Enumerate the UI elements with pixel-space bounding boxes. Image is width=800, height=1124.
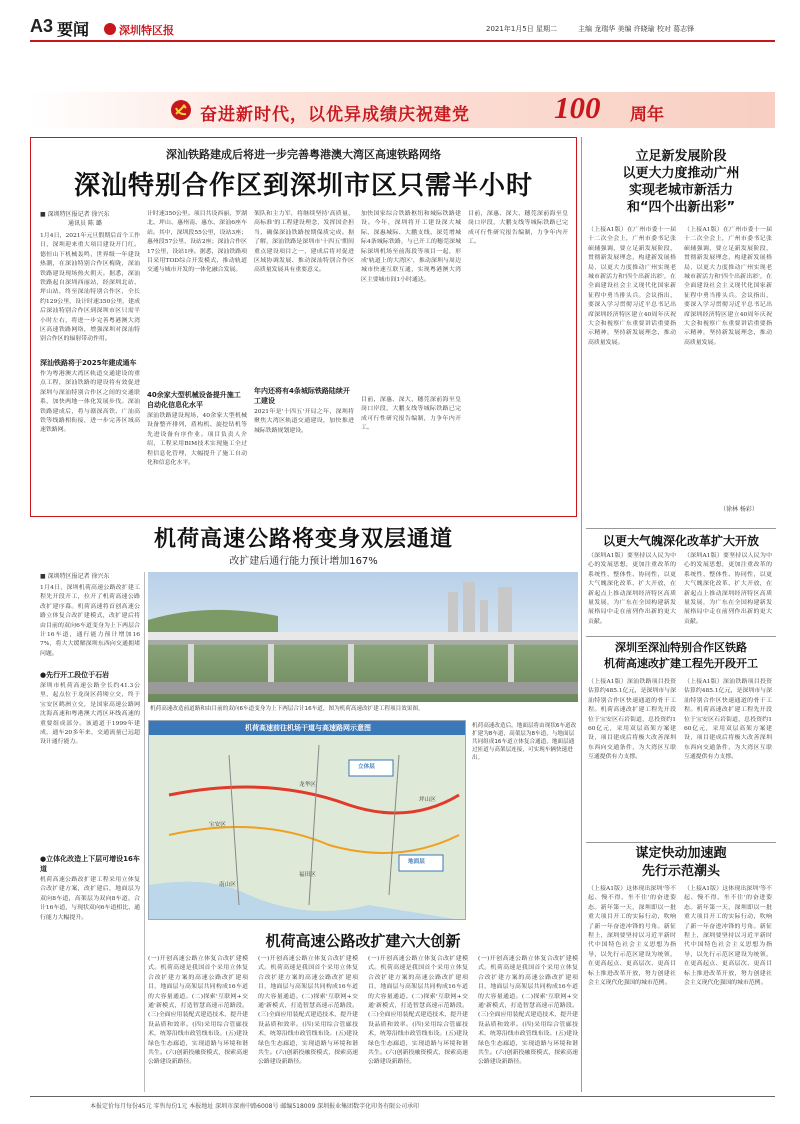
celebration-banner: [30, 92, 775, 128]
lead-col-1: [40, 210, 140, 510]
bottom-headline: 机荷高速公路改扩建六大创新: [265, 932, 461, 950]
map-label-pingshan: 坪山区: [419, 797, 436, 803]
lead-text-4: 加快国家综合铁路枢纽和城际铁路建设。今年，深圳将开工建设深大城际、深惠城际、大鹏支线、深莞增城际4条城际铁路，与已开工的穗莞深城际深圳机场至前海段等项目一起，形成'轨道上的大湾区'，推动深圳与周边城市快速互联互通，实现粤港澳大湾区主要城市间1小时通达。: [361, 211, 461, 283]
lead-byline-1: ■ 深圳特区报记者 徐兴东: [40, 211, 110, 218]
map-title: 机荷高速前往机场干道与高速路网示意图: [149, 721, 466, 735]
side3-col-a: （上接A1版）深汕铁路项目投资估算约485.1亿元，是深圳市与深汕特别合作区快速通道的骨干工程。机荷高速改扩建工程先开段位于宝安区石岩街道，总投资约160亿元，采用双层高架方案建设，项目建成后将极大改善深圳东西向交通条件，为大湾区互联互通提供有力支撑。: [588, 679, 676, 761]
lead-col-4: [361, 210, 461, 510]
lead-text-2b: 深汕铁路建设现场，40余家大型机械设备整齐排列，盾构机、旋挖钻机等先进设备有序作业。项目负责人介绍，工程采用BIM技术实现施工全过程信息化管理，大幅提升了施工自动化和信息化水平。: [147, 413, 247, 467]
paper-name: 深圳特区报: [119, 24, 174, 37]
route-map: [148, 720, 466, 920]
second-col-1: [40, 572, 140, 1092]
lead-subhead-3: 年内还将有4条城际铁路陆续开工建设: [254, 387, 350, 405]
divider-side3: [586, 636, 776, 637]
side2-headline: 以更大气魄深化改革扩大开放: [602, 534, 759, 548]
side3-headline-1: 深圳至深汕特别合作区铁路: [615, 641, 747, 654]
side4-col-a: （上接A1版）这体现出深圳'等不起、慢不得、坐不住'的奋进姿态。新年第一天，深圳即以一批重大项目开工的实际行动，吹响了新一年奋进冲锋的号角。新征程上，深圳要坚持以习近平新时代中国特色社会主义思想为指导，以先行示范区建设为统领，在更高起点、更高层次、更高目标上推进改革开放，努力创建社会主义现代化强国的城市范例。: [588, 886, 676, 987]
editors-line: 主编 龙瑞华 美编 许晓瑜 校对 葛志锋: [578, 25, 695, 33]
bottom-col-3: (一)开创高速公路立体复合改扩建模式。机荷高速是我国首个采用立体复合改扩建方案的高速公路改扩建项目，地面层与高架层共同构成16车道的大容量通道。(二)探索'互联网+交通'新模式，打造智慧高速示范路段。(三)全面应用装配式建造技术，提升建设品质和效率。(四)采用综合管廊技术，统筹沿线市政管线布设。(五)建设绿色生态廊道，实现道路与环境和谐共生。(六)创新投融资模式，探索高速公路建设新路径。: [368, 956, 468, 1066]
side3-headline-2: 机荷高速改扩建工程先开段开工: [604, 657, 758, 670]
lead-text-3: 架队和主力军，将继续坚持'高质量、高标准'的工程建设理念，发挥国企担当，确保深汕铁路按期保质完成。据了解，深汕铁路是深圳市'十四五'期间重点建设项目之一，建成后将对促进区域协调发展、推动深汕特别合作区高质量发展具有重要意义。: [254, 211, 354, 274]
footer-rule: [30, 1096, 775, 1097]
side2-col-b: （深圳A1版）要坚持以人民为中心的发展思想，更加注重改革的系统性、整体性、协同性，以更大气魄深化改革、扩大开放，在新起点上推动深圳经济特区高质量发展，为广东在全国构建新发展格局中走在前列作出新的更大贡献。: [684, 553, 772, 625]
lead-text-1b: 作为粤港澳大湾区轨道交通建设的重点工程，深汕铁路的建设将有效促进深圳与深汕特别合作区之间的交通联系，加快两地一体化发展步伐。深汕铁路建成后，将与赣深高铁、广汕高铁等线路相衔接，进一步完善区域高速铁路网。: [40, 371, 140, 434]
lead-text-3b: 2021年是'十四五'开局之年，深圳将聚焦大湾区轨道交通建设，加快推进城际铁路规划建设。: [254, 409, 354, 434]
side4-headline-1: 谋定快动加速跑: [635, 846, 727, 861]
banner-slogan: 奋进新时代，以优异成绩庆祝建党: [200, 105, 470, 125]
second-text-3: 机荷高速公路改扩建工程采用立体复合改扩建方案，改扩建后，地面层为双向8车道，高架层为双向8车道，合计16车道，与现状双向6车道相比，通行能力大幅提升。: [40, 877, 140, 921]
side1-col-b: （上接A1版）在广州市委十一届十二次全会上，广州市委书记张硕辅强调，要立足新发展阶段，贯彻新发展理念，构建新发展格局，以更大力度推动广州实现老城市新活力和'四个出新出彩'，在全面建设社会主义现代化国家新征程中勇当排头兵。会议指出，要深入学习贯彻习近平总书记出席深圳经济特区建立40周年庆祝大会和视察广东重要讲话重要指示精神，坚持新发展理念，推动高质量发展。: [684, 227, 772, 346]
lead-byline-2: 通讯员 陈 璐: [68, 220, 102, 227]
lead-kicker: 深汕铁路建成后将进一步完善粤港澳大湾区高速铁路网络: [166, 148, 441, 161]
map-label-upper: 立体层: [358, 764, 375, 770]
side4-headline: [586, 845, 776, 881]
banner-number: 100: [554, 90, 601, 125]
second-headline: 机荷高速公路将变身双层通道: [153, 527, 453, 552]
second-text-2: 深圳市机荷高速公路全长约41.3公里，起点位于龙岗区荷坳立交，终于宝安区鹤洲立交，是国家高速公路网沈海高速和粤港澳大湾区环线高速的重要组成部分。该通道于1999年建成，通车20多年来，交通流量已远超设计通行能力。: [40, 683, 140, 746]
side1-end: （徐林 杨彩）: [720, 506, 758, 513]
map-label-nanshan: 南山区: [219, 882, 236, 888]
map-caption: 机荷高速改造后，地面层将由现状6车道改扩建为8车道，高架层为8车道，与地面层共同组成16车道立体复合通道，地面层通过匝道与高架层连接，可实现车辆快速进出。: [472, 723, 577, 761]
map-label-baoan: 宝安区: [209, 822, 226, 828]
highway-illustration: [148, 572, 578, 702]
map-drawing: [149, 735, 466, 920]
side1-headline-3: 实现老城市新活力: [628, 183, 733, 198]
divider-mid-left: [144, 572, 145, 1092]
side3-headline: [586, 640, 776, 672]
second-subhead-1: ●先行开工段位于石岩: [40, 671, 110, 679]
bottom-col-4: (一)开创高速公路立体复合改扩建模式。机荷高速是我国首个采用立体复合改扩建方案的高速公路改扩建项目，地面层与高架层共同构成16车道的大容量通道。(二)探索'互联网+交通'新模式，打造智慧高速示范路段。(三)全面应用装配式建造技术，提升建设品质和效率。(四)采用综合管廊技术，统筹沿线市政管线布设。(五)建设绿色生态廊道，实现道路与环境和谐共生。(六)创新投融资模式，探索高速公路建设新路径。: [478, 956, 578, 1066]
lead-text-1: 1月4日，2021年元旦假期后首个工作日，深圳迎来重大项目建设开门红。德恒山下机械轰鸣，世界级一年建设热潮，在深汕特别合作区梅陇，深汕铁路建设现场热火朝天。据悉，深汕铁路起自深圳西丽站，经深圳北站、坪山站，终至深汕特别合作区，全长约129公里，设计时速350公里，建成后深汕特别合作区到深圳市区只需半小时左右，将进一步完善粤港澳大湾区高速铁路网络，增强深圳对深汕特别合作区的辐射带动作用。: [40, 233, 140, 343]
second-subhead-2: ●立体化改造上下层可增设16车道: [40, 855, 140, 873]
section-title: 要闻: [57, 20, 90, 39]
divider-side4: [586, 842, 776, 843]
paper-logo: [104, 23, 116, 35]
bottom-col-1: (一)开创高速公路立体复合改扩建模式。机荷高速是我国首个采用立体复合改扩建方案的高速公路改扩建项目，地面层与高架层共同构成16车道的大容量通道。(二)探索'互联网+交通'新模式，打造智慧高速示范路段。(三)全面应用装配式建造技术，提升建设品质和效率。(四)采用综合管廊技术，统筹沿线市政管线布设。(五)建设绿色生态廊道，实现道路与环境和谐共生。(六)创新投融资模式，探索高速公路建设新路径。: [148, 956, 248, 1066]
side1-headline-2: 以更大力度推动广州: [622, 166, 740, 181]
side1-headline-4: 和“四个出新出彩”: [626, 200, 736, 215]
footer-text: 本报定价每月每份45元 零售每份1元 本报地址 深圳市深南中路6008号 邮编518009 深圳报业集团数字化印务有限公司承印: [90, 1103, 420, 1110]
side4-col-b: （上接A1版）这体现出深圳'等不起、慢不得、坐不住'的奋进姿态。新年第一天，深圳即以一批重大项目开工的实际行动，吹响了新一年奋进冲锋的号角。新征程上，深圳要坚持以习近平新时代中国特色社会主义思想为指导，以先行示范区建设为统领，在更高起点、更高层次、更高目标上推进改革开放，努力创建社会主义现代化强国的城市范例。: [684, 886, 772, 987]
lead-text-2: 计时速350公里。项目共设西丽、罗湖北、坪山、惠州南、惠东、深汕6座车站。其中，深圳段55公里，设站3座；惠州段57公里，设站2座；深汕合作区17公里，设站1座。据悉，深汕铁路项目采用TOD综合开发模式，推动轨道交通与城市开发的一体化融合发展。: [147, 211, 247, 274]
banner-suffix: 周年: [630, 105, 664, 125]
bottom-col-2: (一)开创高速公路立体复合改扩建模式。机荷高速是我国首个采用立体复合改扩建方案的高速公路改扩建项目，地面层与高架层共同构成16车道的大容量通道。(二)探索'互联网+交通'新模式，打造智慧高速示范路段。(三)全面应用装配式建造技术，提升建设品质和效率。(四)采用综合管廊技术，统筹沿线市政管线布设。(五)建设绿色生态廊道，实现道路与环境和谐共生。(六)创新投融资模式，探索高速公路建设新路径。: [258, 956, 358, 1066]
map-label-futian: 福田区: [299, 872, 316, 878]
lead-col-5: [468, 210, 568, 510]
side1-headline-1: 立足新发展阶段: [635, 149, 727, 164]
lead-text-5: 目前，深惠、深大、穗莞深前海至皇岗口岸段，大鹏支线等城际铁路已完成可行性研究报告编制，力争年内开工。: [468, 211, 568, 246]
side1-col-a: （上接A1版）在广州市委十一届十二次全会上，广州市委书记张硕辅强调，要立足新发展阶段，贯彻新发展理念，构建新发展格局，以更大力度推动广州实现老城市新活力和'四个出新出彩'，在全面建设社会主义现代化国家新征程中勇当排头兵。会议指出，要深入学习贯彻习近平总书记出席深圳经济特区建立40周年庆祝大会和视察广东重要讲话重要指示精神，坚持新发展理念，推动高质量发展。: [588, 227, 676, 346]
side1-headline: [586, 148, 776, 216]
photo-caption: 机荷高速改造前道路和由目前的双向6车道变身为上下两层合计16车道，图为机荷高速改扩建工程项目效果图。: [150, 706, 424, 712]
header-rule: [30, 40, 775, 42]
second-subhead: 改扩建后通行能力预计增加167%: [229, 556, 378, 567]
divider-side2: [586, 528, 776, 529]
second-byline: ■ 深圳特区报记者 徐兴东: [40, 573, 110, 580]
divider-right: [581, 137, 582, 1092]
lead-col-3: [254, 210, 354, 510]
page-code: A3: [30, 16, 54, 36]
lead-subhead-1: 深汕铁路将于2025年建成通车: [40, 359, 137, 367]
map-label-longhua: 龙华区: [299, 782, 316, 788]
lead-subhead-2: 40余家大型机械设备提升施工自动化信息化水平: [147, 391, 241, 409]
highway-rendering-photo: [148, 572, 578, 702]
lead-text-4b: 目前，深惠、深大、穗莞深前海至皇岗口岸段，大鹏支线等城际铁路已完成可行性研究报告编制，力争年内开工。: [361, 397, 461, 432]
party-emblem-icon: [170, 99, 192, 121]
side2-col-a: （深圳A1版）要坚持以人民为中心的发展思想，更加注重改革的系统性、整体性、协同性，以更大气魄深化改革、扩大开放，在新起点上推动深圳经济特区高质量发展，为广东在全国构建新发展格局中走在前列作出新的更大贡献。: [588, 553, 676, 625]
map-label-ground: 地面层: [408, 859, 425, 865]
date-line: 2021年1月5日 星期二: [486, 25, 557, 33]
page-header: [30, 14, 775, 40]
side4-headline-2: 先行示范潮头: [641, 864, 720, 879]
side3-col-b: （上接A1版）深汕铁路项目投资估算约485.1亿元，是深圳市与深汕特别合作区快速通道的骨干工程。机荷高速改扩建工程先开段位于宝安区石岩街道，总投资约160亿元，采用双层高架方案建设，项目建成后将极大改善深圳东西向交通条件，为大湾区互联互通提供有力支撑。: [684, 679, 772, 761]
second-text-1: 1月4日，深圳机荷高速公路改扩建工程先开段开工，拉开了机荷高速公路改扩建序幕。机荷高速将首创高速公路立体复合改扩建模式，改扩建后将由目前的双向6车道变身为上下两层合计16车道，通行能力预计增加167%，将大大缓解深圳东西向交通拥堵问题。: [40, 585, 140, 657]
lead-col-2: [147, 210, 247, 510]
lead-headline: 深汕特别合作区到深圳市区只需半小时: [73, 171, 533, 201]
